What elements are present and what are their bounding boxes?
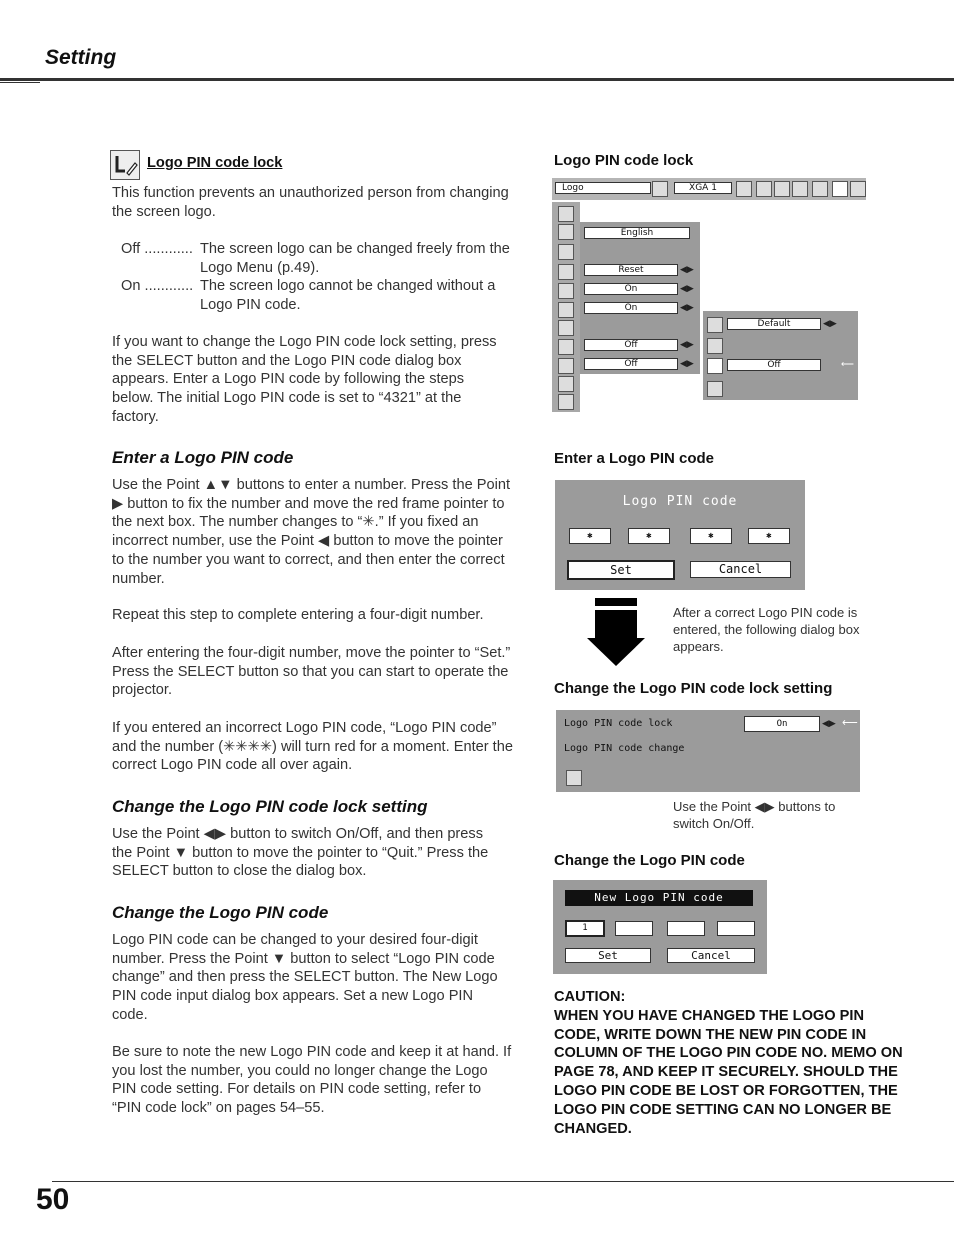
change-lock-paragraph: Use the Point ◀▶ button to switch On/Off, and then press the Point ▼ button to move the pointer to “Quit.” Press the SELECT button to close the dialog box.: [112, 826, 489, 880]
caution-block: [554, 988, 914, 1138]
caption-enter-pin: Enter a Logo PIN code: [554, 450, 715, 467]
menu-arrows-5-icon[interactable]: ◀▶: [680, 339, 694, 349]
menu-reset-field[interactable]: Reset: [584, 264, 678, 276]
menu-info-icon: [812, 181, 828, 197]
menu-field-6[interactable]: Off: [584, 358, 678, 370]
enter-pin-heading: Enter a Logo PIN code: [112, 448, 294, 467]
submenu-logo-select-icon: [707, 317, 723, 333]
menu-image-icon: [736, 181, 752, 197]
option-on-desc: The screen logo cannot be changed without a Logo PIN code.: [200, 278, 496, 313]
enter-pin-paragraph-3: After entering the four-digit number, move the pointer to “Set.” Press the SELECT button so that you can start to operate the projector.: [112, 645, 511, 699]
change-code-paragraph-2: Be sure to note the new Logo PIN code and keep it at hand. If you lost the number, you could no longer change the Logo PIN code setting. For details on PIN code setting, refer to “PIN code lock” on pages 54–55.: [112, 1044, 512, 1117]
menu-up-icon: [558, 206, 574, 222]
lock-dialog: [556, 710, 860, 792]
lock-note: Use the Point ◀▶ buttons to switch On/Off.: [673, 799, 836, 831]
lock-value-field[interactable]: On: [744, 716, 820, 732]
new-pin-digit-4[interactable]: [717, 921, 755, 936]
pin-dialog-title: Logo PIN code: [622, 494, 738, 509]
menu-reset-arrows-icon[interactable]: ◀▶: [680, 264, 694, 274]
arrow-note: After a correct Logo PIN code is entered, the following dialog box appears.: [673, 605, 860, 654]
pin-dialog: [555, 480, 805, 590]
lock-quit-icon[interactable]: [566, 770, 582, 786]
menu-lock-icon: [558, 302, 574, 318]
options-list: [112, 240, 522, 320]
menu-extra-icon: [850, 181, 866, 197]
menu-top-bar: [552, 178, 866, 200]
new-pin-title: New Logo PIN code: [565, 890, 753, 906]
new-pin-dialog: [553, 880, 767, 974]
intro-text: This function prevents an unauthorized person from changing the screen logo.: [112, 185, 509, 220]
enter-pin-paragraph-1: Use the Point ▲▼ buttons to enter a number. Press the Point ▶ button to fix the number and move the red frame pointer to the next box. The number changes to “✳.” If you fixed an incorrect number, use the Point ◀ button to move the pointer to the number you want to correct, and then enter the correct number.: [112, 477, 510, 587]
lock-arrows-icon[interactable]: ◀▶: [822, 718, 836, 728]
lock-pointer-icon: ⟵: [842, 717, 858, 729]
submenu-logo-select-field[interactable]: Default: [727, 318, 821, 330]
menu-logo-icon: [832, 181, 848, 197]
change-code-paragraph-1: Logo PIN code can be changed to your desired four-digit number. Press the Point ▼ button to select “Logo PIN code change” and then press the SELECT button. The New Logo PIN code input dialog box appears. Set a new Logo PIN code.: [112, 932, 498, 1023]
down-arrow-icon: [587, 598, 645, 668]
menu-arrows-3-icon[interactable]: ◀▶: [680, 283, 694, 293]
menu-color-icon: [774, 181, 790, 197]
menu-field-4[interactable]: On: [584, 302, 678, 314]
caution-title: CAUTION:: [554, 989, 626, 1005]
menu-quit-icon: [558, 394, 574, 410]
menu-logo-submenu: [703, 311, 858, 400]
menu-language-icon: [558, 224, 574, 240]
lock-dialog-row2[interactable]: Logo PIN code change: [564, 743, 685, 754]
enter-pin-paragraph-4: If you entered an incorrect Logo PIN code, “Logo PIN code” and the number (✳✳✳✳) will turn red for a moment. Enter the correct Logo PIN code all over again.: [112, 720, 513, 774]
caption-change-lock: Change the Logo PIN code lock setting: [554, 680, 833, 697]
menu-setting-icon: [792, 181, 808, 197]
lock-dialog-row1: Logo PIN code lock: [564, 718, 673, 729]
logo-pin-lock-icon: [110, 150, 140, 180]
new-pin-digit-1[interactable]: 1: [565, 920, 605, 937]
topic-title: Logo PIN code lock: [147, 155, 283, 171]
caution-text: WHEN YOU HAVE CHANGED THE LOGO PIN CODE, WRITE DOWN THE NEW PIN CODE IN COLUMN OF THE LOGO PIN CODE NO. MEMO ON PAGE 78, AND KEEP IT SECURELY. SHOULD THE LOGO PIN CODE BE LOST OR FORGOTTEN, THE LOGO PIN CODE SETTING CAN NO LONGER BE CHANGED.: [554, 1007, 903, 1137]
change-lock-heading: Change the Logo PIN code lock setting: [112, 797, 428, 816]
pin-digit-4[interactable]: ✱: [748, 528, 790, 544]
menu-reset-icon: [558, 264, 574, 280]
section-title: Setting: [45, 46, 117, 69]
pin-digit-2[interactable]: ✱: [628, 528, 670, 544]
menu-input-icon: [652, 181, 668, 197]
option-off-term: Off ............: [121, 241, 193, 257]
header-rule-accent: [0, 82, 40, 83]
pin-cancel-button[interactable]: Cancel: [690, 561, 791, 578]
pin-set-button[interactable]: Set: [567, 560, 675, 580]
pin-digit-3[interactable]: ✱: [690, 528, 732, 544]
new-pin-digit-3[interactable]: [667, 921, 705, 936]
submenu-pin-lock-field[interactable]: Off: [727, 359, 821, 371]
menu-field-3[interactable]: On: [584, 283, 678, 295]
submenu-arrows-icon[interactable]: ◀▶: [823, 318, 837, 328]
option-on-term: On ............: [121, 278, 194, 294]
menu-power-icon: [558, 358, 574, 374]
menu-display-icon: [558, 320, 574, 336]
menu-ceiling-icon: [558, 244, 574, 260]
submenu-quit-icon: [707, 381, 723, 397]
submenu-pointer-icon: ⟵: [841, 359, 854, 369]
option-off-desc: The screen logo can be changed freely from the Logo Menu (p.49).: [200, 241, 510, 276]
submenu-capture-icon: [707, 338, 723, 354]
caption-logo-pin-lock: Logo PIN code lock: [554, 152, 694, 169]
new-pin-digit-2[interactable]: [615, 921, 653, 936]
enter-pin-paragraph-2: Repeat this step to complete entering a four-digit number.: [112, 607, 484, 623]
menu-arrows-6-icon[interactable]: ◀▶: [680, 358, 694, 368]
menu-input-field[interactable]: XGA 1: [674, 182, 732, 194]
new-pin-cancel-button[interactable]: Cancel: [667, 948, 755, 963]
new-pin-set-button[interactable]: Set: [565, 948, 651, 963]
caption-change-code: Change the Logo PIN code: [554, 852, 745, 869]
menu-field-5[interactable]: Off: [584, 339, 678, 351]
menu-settings-panel: [580, 222, 700, 374]
menu-screen-icon: [756, 181, 772, 197]
submenu-pin-lock-icon: [707, 358, 723, 374]
change-code-heading: Change the Logo PIN code: [112, 903, 329, 922]
lock-setting-paragraph: If you want to change the Logo PIN code lock setting, press the SELECT button and the Logo PIN code dialog box appears. Enter a Logo PIN code by following the steps below. The initial Logo PIN code is set to “4321” at the factory.: [112, 334, 497, 425]
page-number: 50: [36, 1183, 70, 1216]
menu-sound-icon: [558, 339, 574, 355]
footer-rule: [52, 1181, 954, 1182]
pin-digit-1[interactable]: ✱: [569, 528, 611, 544]
menu-blank-icon: [558, 283, 574, 299]
menu-down-icon: [558, 376, 574, 392]
menu-top-field[interactable]: Logo: [555, 182, 651, 194]
menu-side-icons: [552, 202, 580, 412]
header-rule: [0, 78, 954, 81]
menu-arrows-4-icon[interactable]: ◀▶: [680, 302, 694, 312]
menu-language-field[interactable]: English: [584, 227, 690, 239]
